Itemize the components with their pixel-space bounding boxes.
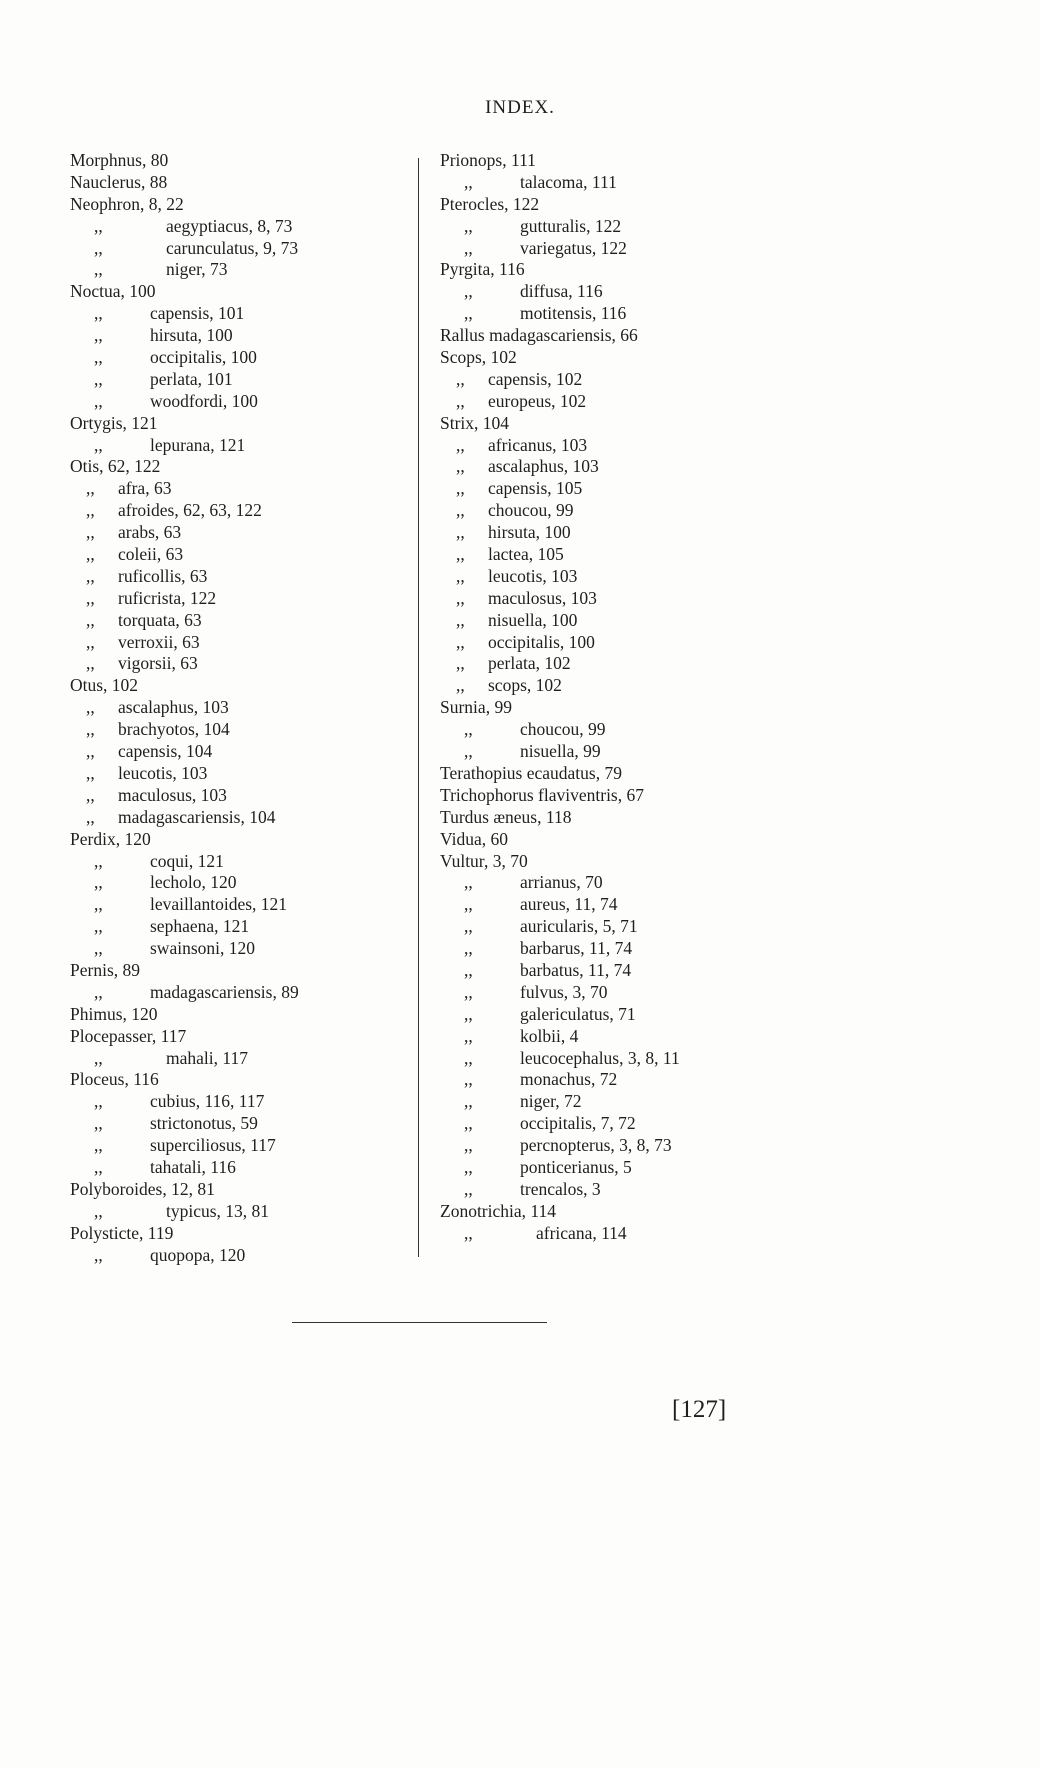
index-entry <box>440 522 760 544</box>
ditto-mark: ,, <box>94 325 103 346</box>
index-entry <box>70 1179 400 1201</box>
index-term: Prionops, 111 <box>440 150 536 170</box>
index-entry <box>440 544 760 566</box>
ditto-mark: ,, <box>86 500 95 521</box>
index-term: lactea, 105 <box>488 544 564 565</box>
index-entry <box>440 1201 760 1223</box>
index-term: leucocephalus, 3, 8, 11 <box>520 1047 680 1068</box>
index-entry <box>70 1026 400 1048</box>
index-entry <box>70 544 400 566</box>
index-term: typicus, 13, 81 <box>166 1200 270 1221</box>
index-entry <box>70 653 400 675</box>
index-term: levaillantoides, 121 <box>150 894 288 915</box>
index-entry <box>70 238 400 260</box>
index-term: africana, 114 <box>536 1222 627 1243</box>
index-entry <box>440 281 760 303</box>
index-entry <box>440 1091 760 1113</box>
ditto-mark: ,, <box>86 741 95 762</box>
index-entry <box>440 1135 760 1157</box>
index-term: Pernis, 89 <box>70 959 140 980</box>
ditto-mark: ,, <box>94 390 103 411</box>
ditto-mark: ,, <box>94 1156 103 1177</box>
index-term: Ploceus, 116 <box>70 1069 159 1090</box>
ditto-mark: ,, <box>464 1091 473 1112</box>
index-term: torquata, 63 <box>118 609 202 630</box>
ditto-mark: ,, <box>456 368 465 389</box>
index-entry <box>70 478 400 500</box>
index-term: Nauclerus, 88 <box>70 171 168 192</box>
ditto-mark: ,, <box>94 872 103 893</box>
index-term: woodfordi, 100 <box>150 390 258 411</box>
ditto-mark: ,, <box>456 653 465 674</box>
index-term: tahatali, 116 <box>150 1156 236 1177</box>
index-entry <box>440 872 760 894</box>
index-term: Scops, 102 <box>440 347 517 368</box>
ditto-mark: ,, <box>464 719 473 740</box>
index-term: maculosus, 103 <box>118 784 227 805</box>
ditto-mark: ,, <box>94 981 103 1002</box>
index-term: leucotis, 103 <box>118 762 208 783</box>
column-divider <box>418 158 419 1257</box>
index-term: capensis, 102 <box>488 368 583 389</box>
index-entry <box>70 456 400 478</box>
index-entry <box>70 325 400 347</box>
index-entry <box>440 697 760 719</box>
index-entry <box>70 916 400 938</box>
index-entry <box>70 172 400 194</box>
index-entry <box>70 1245 400 1267</box>
ditto-mark: ,, <box>464 741 473 762</box>
index-entry <box>440 194 760 216</box>
index-entry <box>70 259 400 281</box>
index-term: europeus, 102 <box>488 390 587 411</box>
index-entry <box>440 216 760 238</box>
ditto-mark: ,, <box>456 522 465 543</box>
index-entry <box>440 632 760 654</box>
index-entry <box>70 281 400 303</box>
index-entry <box>440 566 760 588</box>
index-entry <box>440 1069 760 1091</box>
index-term: galericulatus, 71 <box>520 1003 636 1024</box>
ditto-mark: ,, <box>464 303 473 324</box>
index-entry <box>440 435 760 457</box>
index-entry <box>440 456 760 478</box>
ditto-mark: ,, <box>464 1047 473 1068</box>
index-entry <box>440 1048 760 1070</box>
index-entry <box>70 610 400 632</box>
index-entry <box>440 172 760 194</box>
index-entry <box>440 763 760 785</box>
ditto-mark: ,, <box>94 1135 103 1156</box>
index-term: aureus, 11, 74 <box>520 894 618 915</box>
index-term: auricularis, 5, 71 <box>520 916 638 937</box>
ditto-mark: ,, <box>464 281 473 302</box>
index-entry <box>70 1004 400 1026</box>
ditto-mark: ,, <box>94 237 103 258</box>
ditto-mark: ,, <box>464 237 473 258</box>
index-entry <box>440 588 760 610</box>
index-entry <box>70 894 400 916</box>
ditto-mark: ,, <box>456 500 465 521</box>
index-term: capensis, 105 <box>488 478 583 499</box>
ditto-mark: ,, <box>86 478 95 499</box>
index-term: coqui, 121 <box>150 850 224 871</box>
index-term: cubius, 116, 117 <box>150 1091 265 1112</box>
index-entry <box>70 960 400 982</box>
index-term: Vidua, 60 <box>440 828 508 849</box>
index-term: scops, 102 <box>488 675 562 696</box>
ditto-mark: ,, <box>456 456 465 477</box>
index-entry <box>440 1026 760 1048</box>
ditto-mark: ,, <box>86 719 95 740</box>
index-term: quopopa, 120 <box>150 1244 246 1265</box>
index-term: swainsoni, 120 <box>150 938 255 959</box>
index-term: ruficollis, 63 <box>118 565 208 586</box>
ditto-mark: ,, <box>464 938 473 959</box>
index-entry <box>70 413 400 435</box>
index-entry <box>440 303 760 325</box>
ditto-mark: ,, <box>464 959 473 980</box>
index-term: niger, 72 <box>520 1091 582 1112</box>
index-term: coleii, 63 <box>118 544 184 565</box>
index-entry <box>70 1069 400 1091</box>
index-term: Rallus madagascariensis, 66 <box>440 325 638 346</box>
index-term: ascalaphus, 103 <box>488 456 599 477</box>
index-entry <box>440 1157 760 1179</box>
index-entry <box>440 829 760 851</box>
index-entry <box>70 785 400 807</box>
ditto-mark: ,, <box>94 1091 103 1112</box>
ditto-mark: ,, <box>464 1222 473 1243</box>
ditto-mark: ,, <box>86 806 95 827</box>
index-term: Perdix, 120 <box>70 828 151 849</box>
index-term: afra, 63 <box>118 478 172 499</box>
index-entry <box>440 259 760 281</box>
index-entry <box>440 413 760 435</box>
ditto-mark: ,, <box>464 981 473 1002</box>
index-term: strictonotus, 59 <box>150 1113 258 1134</box>
index-term: hirsuta, 100 <box>150 325 233 346</box>
ditto-mark: ,, <box>94 1047 103 1068</box>
ditto-mark: ,, <box>464 894 473 915</box>
ditto-mark: ,, <box>86 762 95 783</box>
index-term: capensis, 104 <box>118 741 213 762</box>
index-term: arrianus, 70 <box>520 872 603 893</box>
index-term: Pterocles, 122 <box>440 193 540 214</box>
ditto-mark: ,, <box>86 544 95 565</box>
index-entry <box>70 982 400 1004</box>
index-entry <box>440 150 760 172</box>
ditto-mark: ,, <box>94 215 103 236</box>
index-entry <box>440 894 760 916</box>
ditto-mark: ,, <box>94 259 103 280</box>
ditto-mark: ,, <box>94 1200 103 1221</box>
ditto-mark: ,, <box>86 522 95 543</box>
index-entry <box>70 1048 400 1070</box>
index-term: madagascariensis, 104 <box>118 806 276 827</box>
index-entry <box>440 500 760 522</box>
index-term: ascalaphus, 103 <box>118 697 229 718</box>
page-title: INDEX. <box>485 97 555 118</box>
index-term: arabs, 63 <box>118 522 182 543</box>
index-term: Ortygis, 121 <box>70 412 158 433</box>
index-term: occipitalis, 100 <box>488 631 595 652</box>
index-term: africanus, 103 <box>488 434 588 455</box>
index-term: madagascariensis, 89 <box>150 981 299 1002</box>
ditto-mark: ,, <box>464 1069 473 1090</box>
index-entry <box>440 785 760 807</box>
index-entry <box>70 938 400 960</box>
index-term: Otis, 62, 122 <box>70 456 161 477</box>
ditto-mark: ,, <box>94 938 103 959</box>
index-entry <box>440 1179 760 1201</box>
ditto-mark: ,, <box>94 368 103 389</box>
index-term: superciliosus, 117 <box>150 1135 276 1156</box>
index-term: trencalos, 3 <box>520 1178 601 1199</box>
index-term: lepurana, 121 <box>150 434 246 455</box>
index-term: motitensis, 116 <box>520 303 627 324</box>
index-entry <box>70 1223 400 1245</box>
index-entry <box>70 829 400 851</box>
index-entry <box>70 588 400 610</box>
index-term: Polysticte, 119 <box>70 1222 174 1243</box>
index-column-right <box>440 150 760 1245</box>
index-term: diffusa, 116 <box>520 281 603 302</box>
index-entry <box>70 347 400 369</box>
ditto-mark: ,, <box>464 1003 473 1024</box>
index-entry <box>440 741 760 763</box>
index-entry <box>70 1157 400 1179</box>
index-term: Surnia, 99 <box>440 697 512 718</box>
index-term: occipitalis, 7, 72 <box>520 1113 636 1134</box>
index-entry <box>70 1135 400 1157</box>
index-entry <box>70 1113 400 1135</box>
index-term: capensis, 101 <box>150 303 245 324</box>
index-term: nisuella, 100 <box>488 609 578 630</box>
index-entry <box>70 216 400 238</box>
ditto-mark: ,, <box>456 609 465 630</box>
ditto-mark: ,, <box>86 653 95 674</box>
ditto-mark: ,, <box>456 631 465 652</box>
index-entry <box>70 150 400 172</box>
ditto-mark: ,, <box>456 544 465 565</box>
index-entry <box>440 1223 760 1245</box>
ditto-mark: ,, <box>456 478 465 499</box>
ditto-mark: ,, <box>464 171 473 192</box>
index-entry <box>440 347 760 369</box>
ditto-mark: ,, <box>464 1135 473 1156</box>
index-entry <box>440 851 760 873</box>
index-term: Phimus, 120 <box>70 1003 158 1024</box>
index-entry <box>440 960 760 982</box>
ditto-mark: ,, <box>94 850 103 871</box>
index-term: occipitalis, 100 <box>150 347 257 368</box>
ditto-mark: ,, <box>94 347 103 368</box>
index-entry <box>70 1091 400 1113</box>
ditto-mark: ,, <box>456 565 465 586</box>
index-term: perlata, 101 <box>150 368 233 389</box>
index-term: perlata, 102 <box>488 653 571 674</box>
index-entry <box>440 478 760 500</box>
index-entry <box>440 982 760 1004</box>
ditto-mark: ,, <box>86 697 95 718</box>
index-term: Trichophorus flaviventris, 67 <box>440 784 644 805</box>
index-entry <box>440 719 760 741</box>
index-entry <box>70 1201 400 1223</box>
index-term: Neophron, 8, 22 <box>70 193 184 214</box>
ditto-mark: ,, <box>464 916 473 937</box>
ditto-mark: ,, <box>86 587 95 608</box>
index-term: kolbii, 4 <box>520 1025 579 1046</box>
ditto-mark: ,, <box>456 675 465 696</box>
ditto-mark: ,, <box>464 872 473 893</box>
index-entry <box>70 391 400 413</box>
index-term: Pyrgita, 116 <box>440 259 525 280</box>
index-entry <box>70 851 400 873</box>
index-term: talacoma, 111 <box>520 171 617 192</box>
index-term: leucotis, 103 <box>488 565 578 586</box>
index-term: vigorsii, 63 <box>118 653 198 674</box>
ditto-mark: ,, <box>456 434 465 455</box>
index-term: ponticerianus, 5 <box>520 1156 632 1177</box>
index-entry <box>440 1113 760 1135</box>
index-term: Zonotrichia, 114 <box>440 1200 556 1221</box>
index-term: Otus, 102 <box>70 675 139 696</box>
index-entry <box>440 325 760 347</box>
ditto-mark: ,, <box>94 434 103 455</box>
index-term: niger, 73 <box>166 259 228 280</box>
ditto-mark: ,, <box>94 303 103 324</box>
ditto-mark: ,, <box>94 894 103 915</box>
index-term: Turdus æneus, 118 <box>440 806 572 827</box>
index-entry <box>440 938 760 960</box>
index-entry <box>70 435 400 457</box>
index-term: ruficrista, 122 <box>118 587 217 608</box>
index-term: monachus, 72 <box>520 1069 618 1090</box>
index-entry <box>440 610 760 632</box>
index-entry <box>440 653 760 675</box>
index-entry <box>440 807 760 829</box>
ditto-mark: ,, <box>456 587 465 608</box>
index-term: verroxii, 63 <box>118 631 200 652</box>
index-term: hirsuta, 100 <box>488 522 571 543</box>
index-entry <box>70 697 400 719</box>
index-entry <box>70 500 400 522</box>
index-term: brachyotos, 104 <box>118 719 230 740</box>
index-entry <box>440 1004 760 1026</box>
index-term: afroides, 62, 63, 122 <box>118 500 262 521</box>
index-term: Noctua, 100 <box>70 281 156 302</box>
ditto-mark: ,, <box>456 390 465 411</box>
index-term: gutturalis, 122 <box>520 215 622 236</box>
index-term: carunculatus, 9, 73 <box>166 237 299 258</box>
index-entry <box>440 369 760 391</box>
index-term: nisuella, 99 <box>520 741 601 762</box>
index-entry <box>70 522 400 544</box>
index-term: sephaena, 121 <box>150 916 250 937</box>
index-entry <box>440 238 760 260</box>
index-entry <box>70 632 400 654</box>
index-term: Strix, 104 <box>440 412 510 433</box>
ditto-mark: ,, <box>86 784 95 805</box>
ditto-mark: ,, <box>86 609 95 630</box>
index-term: mahali, 117 <box>166 1047 248 1068</box>
index-term: choucou, 99 <box>520 719 606 740</box>
index-entry <box>70 807 400 829</box>
index-entry <box>70 741 400 763</box>
footer-rule <box>292 1322 547 1323</box>
ditto-mark: ,, <box>94 1244 103 1265</box>
ditto-mark: ,, <box>94 916 103 937</box>
index-term: lecholo, 120 <box>150 872 237 893</box>
ditto-mark: ,, <box>464 1025 473 1046</box>
index-term: barbarus, 11, 74 <box>520 938 633 959</box>
page-number: [127] <box>672 1396 727 1423</box>
index-term: percnopterus, 3, 8, 73 <box>520 1135 672 1156</box>
ditto-mark: ,, <box>86 631 95 652</box>
index-term: Polyboroides, 12, 81 <box>70 1178 215 1199</box>
index-term: barbatus, 11, 74 <box>520 959 632 980</box>
index-entry <box>70 194 400 216</box>
index-entry <box>440 391 760 413</box>
ditto-mark: ,, <box>464 215 473 236</box>
index-column-left <box>70 150 400 1266</box>
index-entry <box>70 303 400 325</box>
index-term: choucou, 99 <box>488 500 574 521</box>
index-term: Plocepasser, 117 <box>70 1025 187 1046</box>
index-entry <box>440 675 760 697</box>
index-term: Morphnus, 80 <box>70 150 169 170</box>
index-entry <box>440 916 760 938</box>
index-entry <box>70 763 400 785</box>
index-term: maculosus, 103 <box>488 587 597 608</box>
index-entry <box>70 675 400 697</box>
index-term: Vultur, 3, 70 <box>440 850 528 871</box>
index-entry <box>70 719 400 741</box>
ditto-mark: ,, <box>464 1113 473 1134</box>
index-term: fulvus, 3, 70 <box>520 981 608 1002</box>
ditto-mark: ,, <box>86 565 95 586</box>
ditto-mark: ,, <box>464 1178 473 1199</box>
index-entry <box>70 369 400 391</box>
index-entry <box>70 872 400 894</box>
index-term: Terathopius ecaudatus, 79 <box>440 762 622 783</box>
ditto-mark: ,, <box>94 1113 103 1134</box>
ditto-mark: ,, <box>464 1156 473 1177</box>
index-term: aegyptiacus, 8, 73 <box>166 215 293 236</box>
index-entry <box>70 566 400 588</box>
index-term: variegatus, 122 <box>520 237 627 258</box>
